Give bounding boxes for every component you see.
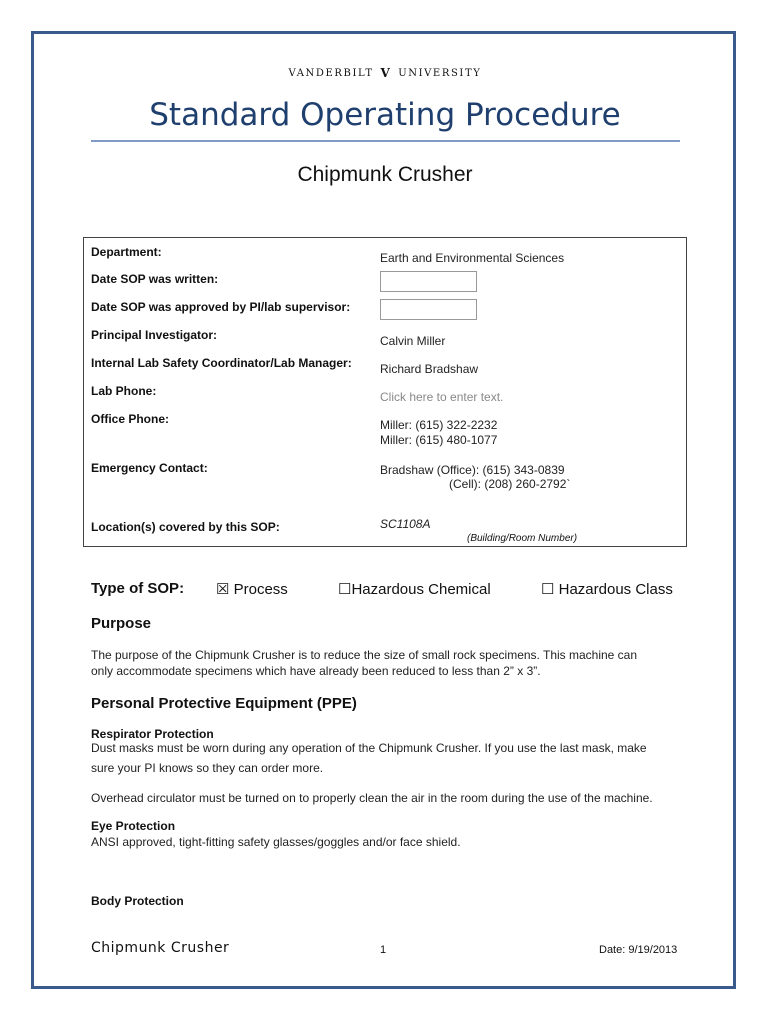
office-phone-line-1: Miller: (615) 322-2232	[380, 418, 498, 432]
coordinator-label: Internal Lab Safety Coordinator/Lab Manager:	[91, 356, 352, 370]
ppe-heading: Personal Protective Equipment (PPE)	[91, 695, 357, 712]
sop-option-hazardous-class[interactable]	[541, 580, 673, 598]
document-subtitle: Chipmunk Crusher	[297, 163, 473, 186]
sop-type-label: Type of SOP:	[91, 580, 185, 597]
eye-protection-text: ANSI approved, tight-fitting safety glasses/goggles and/or face shield.	[91, 835, 461, 849]
emergency-contact-line-2: (Cell): (208) 260-2792`	[449, 477, 571, 491]
emergency-contact-line-1: Bradshaw (Office): (615) 343-0839	[380, 463, 565, 477]
circulator-text: Overhead circulator must be turned on to properly clean the air in the room during the use of the machine.	[91, 791, 653, 805]
pi-value: Calvin Miller	[380, 334, 446, 348]
lab-phone-field[interactable]: Click here to enter text.	[380, 390, 504, 404]
lab-phone-label: Lab Phone:	[91, 384, 157, 398]
respirator-text-line-2: sure your PI knows so they can order more.	[91, 761, 324, 775]
sop-option-process-label: Process	[233, 581, 288, 598]
logo-mark-icon: V	[380, 66, 392, 80]
date-written-label: Date SOP was written:	[91, 272, 219, 286]
respirator-text-line-1: Dust masks must be worn during any operation of the Chipmunk Crusher. If you use the last mask, make	[91, 741, 647, 755]
eye-protection-heading: Eye Protection	[91, 819, 176, 833]
date-approved-field[interactable]	[380, 299, 477, 320]
date-approved-label: Date SOP was approved by PI/lab supervisor:	[91, 300, 351, 314]
title-divider	[91, 140, 680, 142]
checked-box-icon: ☒	[216, 581, 230, 598]
coordinator-value: Richard Bradshaw	[380, 362, 479, 376]
sop-option-process[interactable]	[216, 580, 288, 598]
purpose-heading: Purpose	[91, 615, 152, 632]
sop-option-hazardous-chemical-label: Hazardous Chemical	[351, 581, 491, 598]
department-value: Earth and Environmental Sciences	[380, 251, 565, 265]
page-title: Standard Operating Procedure	[149, 97, 621, 133]
location-value: SC1108A	[380, 517, 431, 531]
office-phone-label: Office Phone:	[91, 412, 170, 426]
logo-text-left: VANDERBILT	[288, 68, 374, 79]
purpose-text-line-1: The purpose of the Chipmunk Crusher is to reduce the size of small rock specimens. This machine can	[91, 648, 638, 662]
footer-document-name: Chipmunk Crusher	[91, 940, 230, 956]
location-note: (Building/Room Number)	[467, 533, 578, 544]
footer-date: Date: 9/19/2013	[599, 944, 678, 956]
location-label: Location(s) covered by this SOP:	[91, 520, 280, 534]
logo-text-right: UNIVERSITY	[398, 68, 482, 79]
body-protection-heading: Body Protection	[91, 894, 184, 908]
sop-option-hazardous-class-label: Hazardous Class	[558, 581, 673, 598]
respirator-heading: Respirator Protection	[91, 727, 214, 741]
pi-label: Principal Investigator:	[91, 328, 218, 342]
date-written-field[interactable]	[380, 271, 477, 292]
emergency-contact-label: Emergency Contact:	[91, 461, 208, 475]
purpose-text-line-2: only accommodate specimens which have already been reduced to less than 2” x 3”.	[91, 664, 541, 678]
department-label: Department:	[91, 245, 162, 259]
university-logo	[0, 66, 770, 80]
unchecked-box-icon: ☐	[541, 581, 555, 598]
footer-page-number: 1	[380, 944, 387, 956]
office-phone-line-2: Miller: (615) 480-1077	[380, 433, 498, 447]
sop-option-hazardous-chemical[interactable]	[338, 580, 491, 598]
unchecked-box-icon: ☐	[338, 581, 352, 598]
